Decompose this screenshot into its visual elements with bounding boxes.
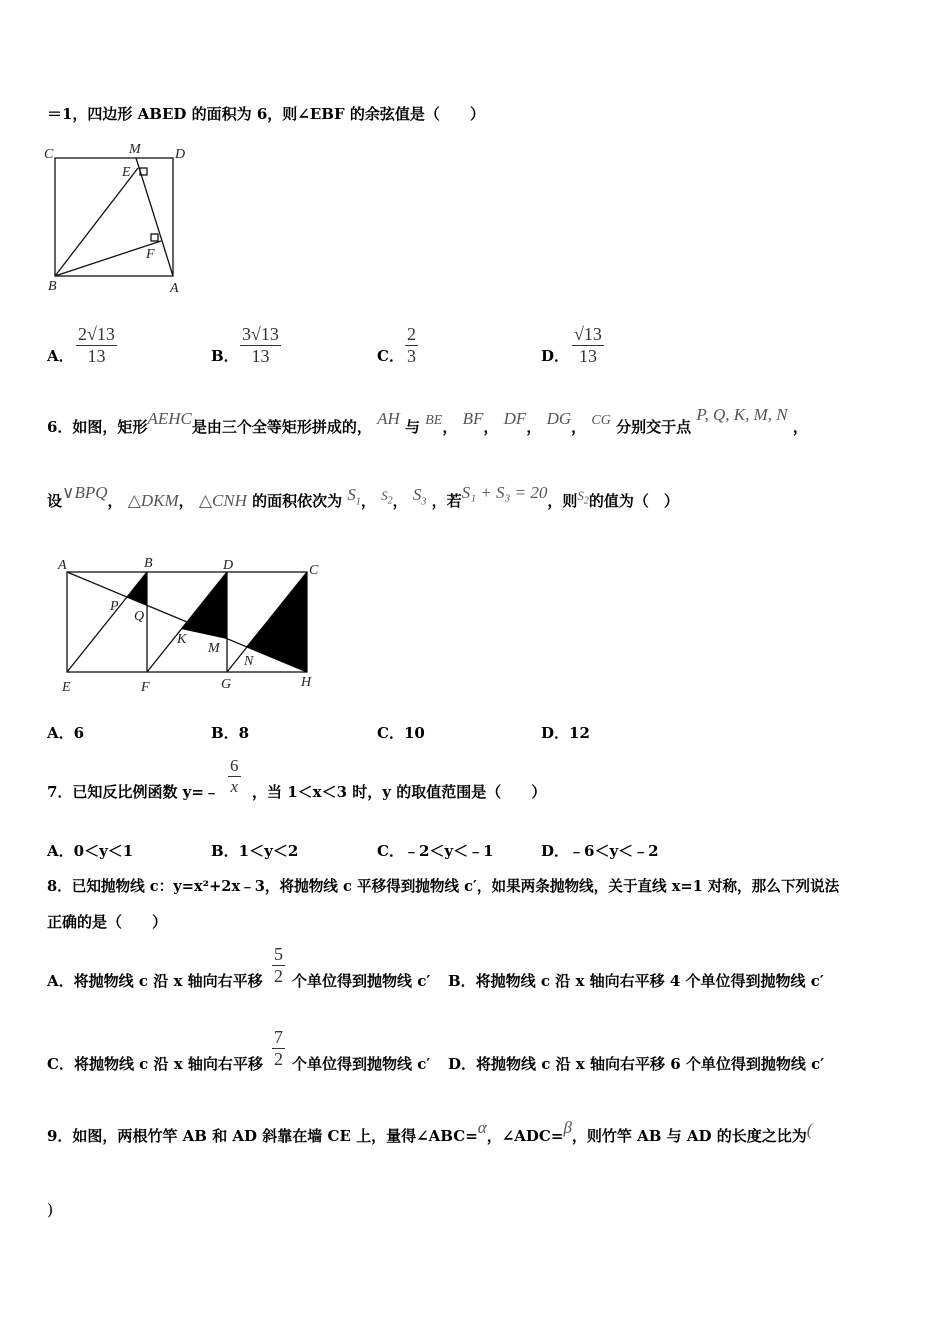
q6-comma: ， [392, 492, 408, 510]
q8-option-a-den: 2 [274, 966, 283, 986]
q6-s3-sub: 3 [421, 496, 427, 508]
q6-text-2: 是由三个全等矩形拼成的， [191, 418, 372, 436]
q6-option-a: A．6 [47, 724, 85, 742]
q6-s1-letter: S [347, 485, 356, 504]
q5-option-b-label: B． [211, 347, 239, 365]
q6-label-q: Q [134, 609, 145, 624]
q6-bpq: ∨BPQ [62, 483, 108, 502]
q6-dkm: △DKM [127, 491, 179, 510]
q5-option-c-num: 2 [407, 324, 416, 344]
q6-triangle-dkm [181, 572, 227, 639]
q8-line2: 正确的是（ ） [47, 913, 168, 931]
q9-beta: β [563, 1118, 572, 1137]
q6-comma: ， [483, 418, 499, 436]
q5-option-c-label: C． [377, 347, 404, 365]
q5-option-d-den: 13 [578, 346, 597, 366]
q7-fraction-num: 6 [230, 756, 239, 775]
q6-figure [50, 552, 340, 697]
q7-option-a: A．0＜y＜1 [47, 842, 134, 860]
q6-df: DF [503, 409, 527, 428]
q6-cnh: △CNH [198, 491, 247, 510]
q5-label-m: M [129, 142, 141, 157]
q6-label-f: F [141, 680, 150, 695]
q6-label-k: K [177, 632, 187, 647]
q6-rect-name: AEHC [147, 409, 192, 428]
q5-option-c-fraction [405, 324, 418, 367]
q6-s3-letter: S [412, 485, 422, 504]
q5-label-c: C [44, 147, 54, 162]
q6-ah: AH [377, 409, 400, 428]
q6-label-e: E [62, 680, 71, 695]
q6-triangle-bpq [127, 572, 147, 605]
q7-fraction [228, 756, 241, 797]
q5-square [55, 158, 173, 276]
q6-label-d: D [223, 558, 234, 573]
q6-label-n: N [244, 654, 254, 669]
q8-option-b: B．将抛物线 c 沿 x 轴向右平移 4 个单位得到抛物线 c′ [448, 972, 824, 990]
q6-s2b-sub: 2 [583, 495, 589, 507]
q5-option-c-den: 3 [407, 346, 416, 366]
q6-label-h: H [301, 675, 312, 690]
q6-be: BE [425, 413, 443, 428]
q6-text-5: 设 [47, 492, 63, 510]
q6-text-8: ，则 [547, 492, 578, 510]
q5-label-a: A [170, 281, 179, 296]
q6-line2 [47, 483, 679, 513]
q5-label-f: F [146, 247, 155, 262]
q9-line1 [47, 1118, 813, 1146]
q6-option-b: B．8 [211, 724, 250, 742]
q6-comma: ， [360, 492, 376, 510]
q6-text-3: 与 [405, 418, 421, 436]
q9-text-3: ，则竹竿 AB 与 AD 的长度之比为 [571, 1127, 807, 1145]
q6-s3 [412, 485, 427, 508]
q7-fraction-den: x [230, 777, 239, 796]
q8-option-a-fraction [272, 944, 285, 987]
q6-text-1: 6．如图，矩形 [47, 418, 148, 436]
q5-option-b-num: 3√13 [242, 324, 279, 344]
q6-line1 [47, 405, 808, 437]
q6-s1 [347, 485, 361, 508]
q5-label-b: B [48, 279, 57, 294]
q5-option-b-fraction [240, 324, 281, 367]
q7-option-b: B．1＜y＜2 [211, 842, 299, 860]
q6-comma: ， [178, 492, 194, 510]
q6-comma: ， [107, 492, 123, 510]
q5-option-b-den: 13 [251, 346, 270, 366]
q6-comma: ， [526, 418, 542, 436]
q8-line1: 8．已知抛物线 c：y=x²+2x﹣3，将抛物线 c 平移得到抛物线 c′，如果两条抛物线，关于直线 x=1 对称，那么下列说法 [47, 878, 840, 895]
q5-option-d-fraction [572, 324, 604, 367]
q6-condition: S₁ + S₃ = 20 [461, 483, 548, 502]
q6-comma: ， [442, 418, 458, 436]
q9-text-1: 9．如图，两根竹竿 AB 和 AD 斜靠在墙 CE 上，量得∠ABC= [47, 1127, 478, 1145]
q9-paren-close: ) [47, 1200, 54, 1219]
q9-text-2: ，∠ADC= [486, 1127, 564, 1145]
q6-option-c: C．10 [377, 724, 425, 742]
q5-right-angle-f [151, 234, 158, 241]
q6-text-4: 分别交于点 [616, 418, 692, 436]
q6-text-9: 的值为（ ） [588, 492, 679, 510]
q7-text-2: ，当 1＜x＜3 时，y 的取值范围是（ ） [252, 783, 547, 801]
q8-option-c-num: 7 [274, 1027, 283, 1047]
q8-option-a-post: 个单位得到抛物线 c′ [292, 972, 431, 990]
q6-s2-sub: 2 [387, 495, 393, 507]
q6-bf: BF [462, 409, 484, 428]
q9-alpha: α [477, 1118, 487, 1137]
q6-comma: ， [571, 418, 587, 436]
q7-option-c: C．﹣2＜y＜﹣1 [377, 842, 494, 860]
q9-paren-open: ( [806, 1120, 813, 1139]
q7-text-1: 7．已知反比例函数 y=﹣ [47, 783, 219, 801]
q6-label-p: P [110, 599, 119, 614]
q5-option-a-label: A． [47, 347, 74, 365]
q6-comma: ， [792, 418, 808, 436]
q8-option-c-fraction [272, 1027, 285, 1070]
q6-label-g: G [221, 677, 232, 692]
q6-label-c: C [309, 563, 319, 578]
q6-text-6: 的面积依次为 [252, 492, 343, 510]
q6-s2 [381, 488, 393, 507]
q5-option-d-label: D． [541, 347, 570, 365]
q6-s1-sub: 1 [355, 496, 361, 508]
q5-label-e: E [122, 165, 131, 180]
q5-line-be [55, 168, 138, 276]
q8-option-d: D．将抛物线 c 沿 x 轴向右平移 6 个单位得到抛物线 c′ [448, 1055, 825, 1073]
q6-s2-letter: S [381, 488, 388, 503]
q8-option-c-post: 个单位得到抛物线 c′ [292, 1055, 431, 1073]
q8-option-c-pre: C．将抛物线 c 沿 x 轴向右平移 [47, 1055, 263, 1073]
q8-option-a-pre: A．将抛物线 c 沿 x 轴向右平移 [47, 972, 263, 990]
q6-dg: DG [546, 409, 572, 428]
q8-option-a-num: 5 [274, 944, 283, 964]
q5-option-a-den: 13 [87, 346, 106, 366]
q6-points: P, Q, K, M, N [696, 405, 788, 424]
q5-option-a-fraction [76, 324, 117, 367]
q7-option-d: D．﹣6＜y＜﹣2 [541, 842, 659, 860]
q6-s2b-letter: S [577, 488, 584, 503]
q5-label-d: D [175, 147, 186, 162]
q5-stem: ＝1，四边形 ABED 的面积为 6，则∠EBF 的余弦值是（ ） [47, 105, 485, 123]
q5-figure [40, 140, 200, 300]
q6-label-a: A [58, 558, 67, 573]
q6-cg: CG [591, 413, 611, 428]
q6-label-b: B [144, 556, 153, 571]
q6-text-7: ，若 [431, 492, 462, 510]
q8-option-c-den: 2 [274, 1049, 283, 1069]
q6-label-m: M [208, 641, 220, 656]
q5-option-a-num: 2√13 [78, 324, 115, 344]
q6-triangle-cnh [246, 572, 307, 672]
q5-option-d-num: √13 [574, 324, 602, 344]
q6-option-d: D．12 [541, 724, 590, 742]
q6-s2-again [577, 488, 589, 507]
